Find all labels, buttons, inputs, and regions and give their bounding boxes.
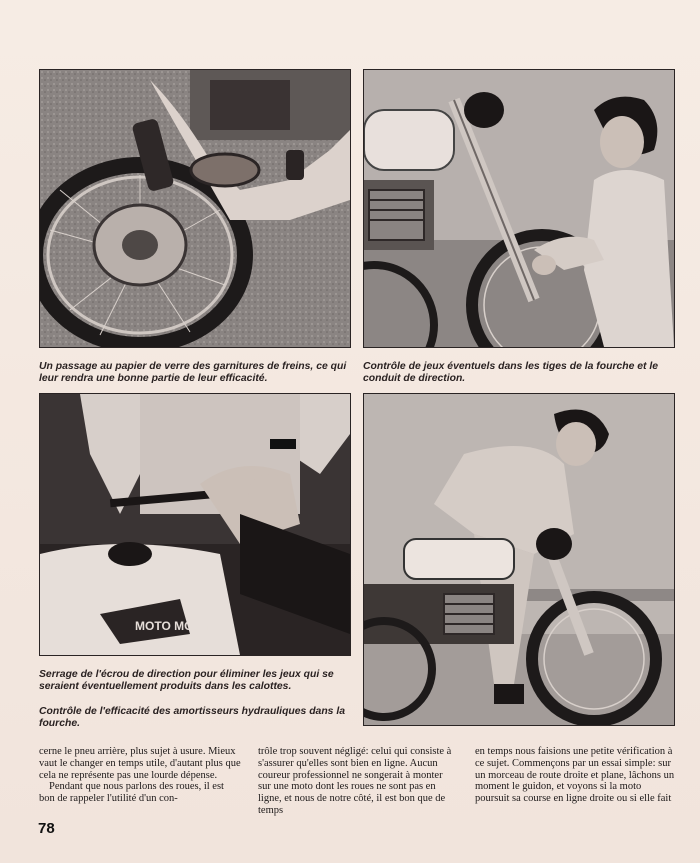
photo-brake-linings — [39, 69, 351, 348]
brake-photo-image — [40, 70, 350, 347]
body-column-1 — [39, 746, 241, 805]
fork-photo-image — [364, 70, 674, 347]
steering-photo-image — [40, 394, 350, 655]
caption-fork-play: Contrôle de jeux éventuels dans les tiges de la fourche et le conduit de direction. — [363, 361, 659, 384]
shock-photo-image — [364, 394, 674, 725]
photo-steering-nut — [39, 393, 351, 656]
body-paragraph: cerne le pneu arrière, plus sujet à usure. Mieux vaut le changer en temps utile, d'autant plus que cela ne représente pas une lourde dépense. — [39, 746, 241, 781]
moto-morini-logo: MOTO MORINI — [135, 619, 218, 633]
body-column-3 — [475, 746, 677, 805]
body-column-2 — [258, 746, 458, 817]
caption-brake-linings: Un passage au papier de verre des garnitures de freins, ce qui leur rendra une bonne partie de leur efficacité. — [39, 361, 347, 384]
body-paragraph: en temps nous faisions une petite vérification à ce sujet. Commençons par un essai simple: sur un morceau de route droite et plane, lâchons un moment le guidon, et voyons si la moto poursuit sa course en ligne droite ou si elle fait — [475, 746, 675, 805]
photo-fork-play — [363, 69, 675, 348]
body-paragraph: trôle trop souvent négligé: celui qui consiste à s'assurer qu'elles sont bien en ligne. Aucun coureur professionnel ne songerait à monter sur une moto dont les roues ne sont pas en ligne, et nous de notre côté, il est bon que de temps — [258, 746, 452, 816]
caption-shock-absorbers: Contrôle de l'efficacité des amortisseurs hydrauliques dans la fourche. — [39, 706, 346, 729]
body-paragraph: Pendant que nous parlons des roues, il est bon de rappeler l'utilité d'un con- — [39, 781, 224, 805]
photo-shock-absorbers — [363, 393, 675, 726]
page-number: 78 — [38, 820, 55, 837]
caption-steering-nut: Serrage de l'écrou de direction pour éliminer les jeux qui se seraient éventuellement produits dans les calottes. — [39, 669, 334, 692]
